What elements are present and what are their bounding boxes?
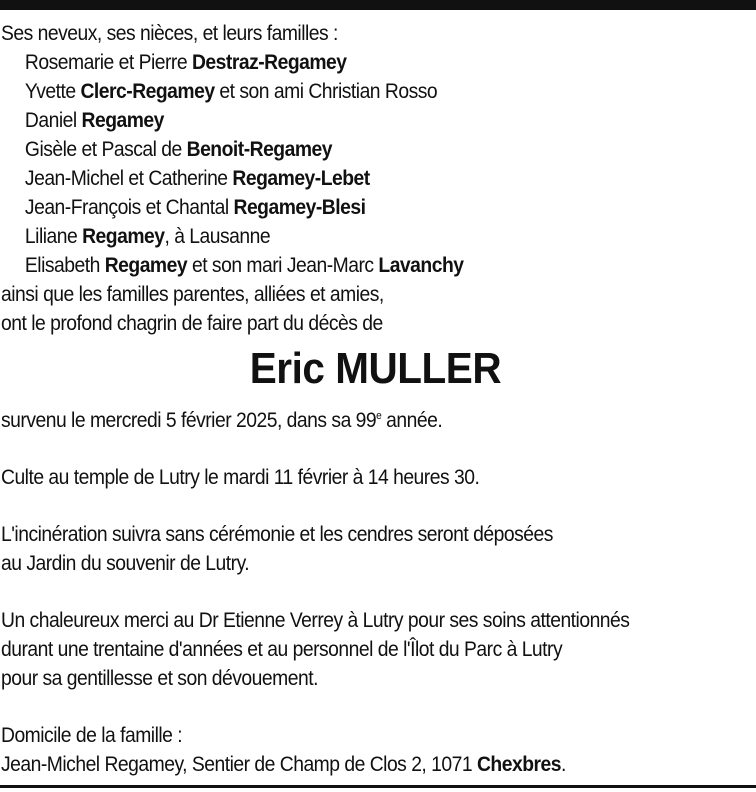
cremation-line: au Jardin du souvenir de Lutry. — [1, 552, 250, 575]
bottom-rule — [0, 785, 756, 788]
cremation-line: L'incinération suivra sans cérémonie et les cendres seront déposées — [1, 523, 553, 546]
obituary-notice — [1, 19, 695, 779]
domicile-address: Jean-Michel Regamey, Sentier de Champ de Clos 2, 1071 Chexbres. — [1, 753, 566, 776]
family-line: Rosemarie et Pierre Destraz-Regamey — [24, 51, 347, 74]
announcement-line: ont le profond chagrin de faire part du décès de — [1, 312, 383, 335]
intro-line: Ses neveux, ses nièces, et leurs familles : — [1, 22, 338, 45]
family-line: Jean-Michel et Catherine Regamey-Lebet — [24, 167, 370, 190]
thanks-line: durant une trentaine d'années et au personnel de l'Îlot du Parc à Lutry — [1, 638, 563, 661]
relatives-line: ainsi que les familles parentes, alliées et amies, — [1, 283, 384, 306]
family-line: Daniel Regamey — [24, 109, 164, 132]
death-date-line: survenu le mercredi 5 février 2025, dans sa 99e année. — [1, 409, 443, 432]
family-line: Gisèle et Pascal de Benoit-Regamey — [24, 138, 332, 161]
spacer — [1, 492, 695, 520]
family-line: Elisabeth Regamey et son mari Jean-Marc Lavanchy — [24, 254, 464, 277]
family-line: Liliane Regamey, à Lausanne — [24, 225, 271, 248]
service-line: Culte au temple de Lutry le mardi 11 février à 14 heures 30. — [1, 466, 480, 489]
spacer — [1, 435, 695, 463]
spacer — [1, 693, 695, 721]
deceased-name: Eric MULLER — [249, 344, 502, 393]
family-line: Yvette Clerc-Regamey et son ami Christian Rosso — [24, 80, 438, 103]
top-rule — [0, 0, 756, 10]
thanks-line: Un chaleureux merci au Dr Etienne Verrey à Lutry pour ses soins attentionnés — [1, 609, 630, 632]
family-line: Jean-François et Chantal Regamey-Blesi — [24, 196, 366, 219]
spacer — [1, 578, 695, 606]
thanks-line: pour sa gentillesse et son dévouement. — [1, 667, 318, 690]
domicile-label: Domicile de la famille : — [1, 724, 183, 747]
